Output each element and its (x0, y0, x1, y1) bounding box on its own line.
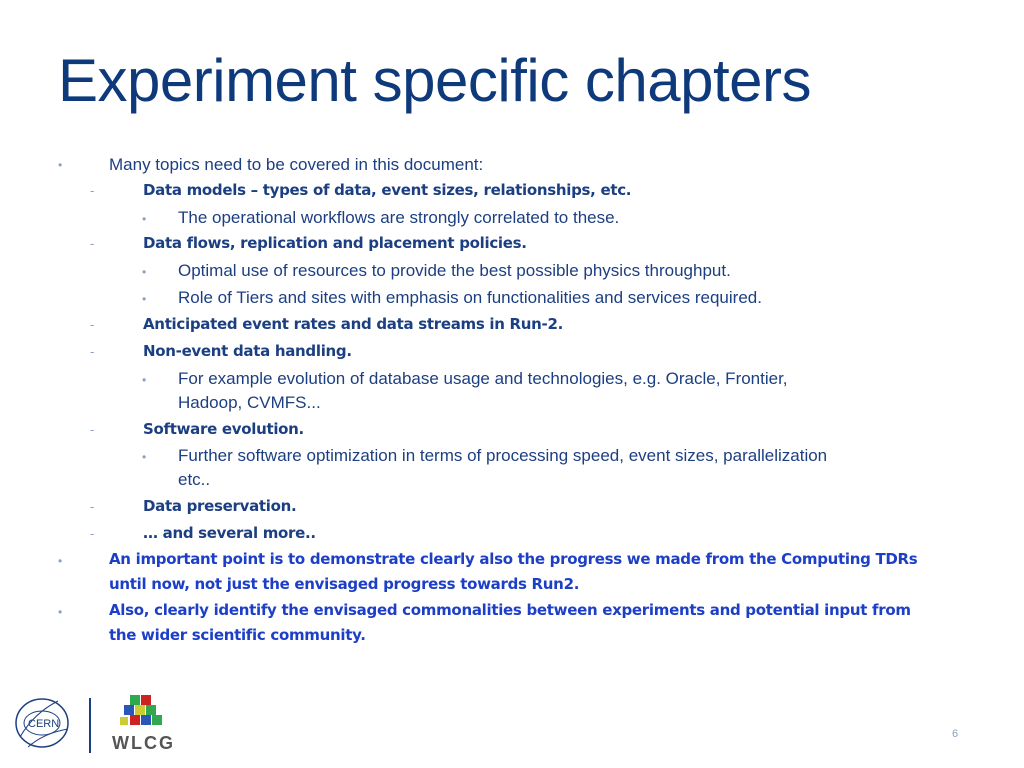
wlcg-cube-logo (108, 693, 178, 738)
subbullet-text: Data models – types of data, event sizes, relationships, etc. (143, 181, 632, 199)
bullet-marker: • (58, 554, 63, 568)
page-number: 6 (952, 728, 959, 740)
subsub-text: Optimal use of resources to provide the best possible physics throughput. (178, 261, 731, 280)
highlight-text: Also, clearly identify the envisaged commonalities between experiments and potential input from (109, 601, 911, 619)
dash-marker: - (90, 236, 95, 251)
bullet-marker: • (142, 292, 147, 306)
bullet-marker: • (142, 373, 147, 387)
subbullet-text: Anticipated event rates and data streams in Run-2. (143, 315, 564, 333)
subbullet-text: … and several more.. (143, 524, 316, 542)
dash-marker: - (90, 422, 95, 437)
slide-title: Experiment specific chapters (58, 47, 811, 114)
subsub-text: For example evolution of database usage and technologies, e.g. Oracle, Frontier, (178, 369, 788, 388)
highlight-text-continued: until now, not just the envisaged progress towards Run2. (109, 575, 580, 593)
bullet-marker: • (58, 158, 63, 172)
dash-marker: - (90, 317, 95, 332)
subsub-text-continued: Hadoop, CVMFS... (178, 393, 321, 412)
subsub-text: The operational workflows are strongly correlated to these. (178, 208, 620, 227)
subsub-text: Further software optimization in terms of processing speed, event sizes, parallelization (178, 446, 828, 465)
dash-marker: - (90, 344, 95, 359)
subbullet-text: Data preservation. (143, 497, 297, 515)
footer-divider (89, 698, 91, 753)
subbullet-text: Data flows, replication and placement policies. (143, 234, 527, 252)
bullet-marker: • (142, 265, 147, 279)
subbullet-text: Non-event data handling. (143, 342, 352, 360)
highlight-text: An important point is to demonstrate clearly also the progress we made from the Computing TDRs (109, 550, 918, 568)
highlight-text-continued: the wider scientific community. (109, 626, 366, 644)
wlcg-logo-text: WLCG (112, 733, 175, 753)
bullet-marker: • (142, 212, 147, 226)
cern-logo (14, 693, 74, 760)
bullet-text: Many topics need to be covered in this document: (109, 155, 484, 174)
subsub-text: Role of Tiers and sites with emphasis on functionalities and services required. (178, 288, 762, 307)
subsub-text-continued: etc.. (178, 470, 211, 489)
bullet-marker: • (142, 450, 147, 464)
cern-logo-text: CERN (28, 718, 60, 730)
dash-marker: - (90, 183, 95, 198)
subbullet-text: Software evolution. (143, 420, 304, 438)
bullet-marker: • (58, 605, 63, 619)
dash-marker: - (90, 499, 95, 514)
dash-marker: - (90, 526, 95, 541)
